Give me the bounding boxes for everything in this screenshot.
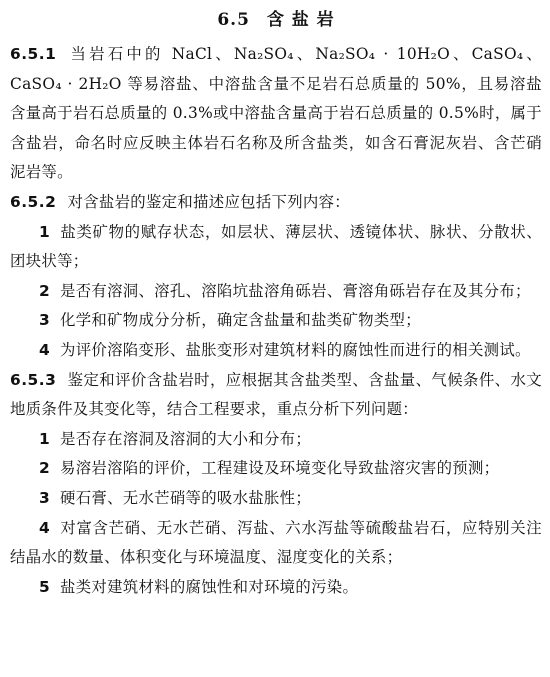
list-item-text: 化学和矿物成分分析，确定含盐量和盐类矿物类型； xyxy=(60,311,421,330)
list-item-text: 是否有溶洞、溶孔、溶陷坑盐溶角砾岩、膏溶角砾岩存在及其分布； xyxy=(60,281,531,300)
list-item xyxy=(10,514,542,573)
list-item-number: 3 xyxy=(39,488,51,507)
clause-text: 对含盐岩的鉴定和描述应包括下列内容： xyxy=(67,192,350,211)
clause-number: 6.5.2 xyxy=(10,192,57,211)
list-item-number: 4 xyxy=(39,340,51,359)
list-item-number: 2 xyxy=(39,459,51,478)
list-item-number: 4 xyxy=(39,518,51,537)
list-item-number: 3 xyxy=(39,311,51,330)
section-heading: 含 盐 岩 xyxy=(266,10,335,30)
list-item-text: 是否存在溶洞及溶洞的大小和分布； xyxy=(60,429,312,448)
clause-text: 鉴定和评价含盐岩时，应根据其含盐类型、含盐量、气候条件、水文地质条件及其变化等，结合工程要求，重点分析下列问题： xyxy=(10,370,542,419)
clause-6-5-2 xyxy=(10,188,542,218)
list-item-text: 硬石膏、无水芒硝等的吸水盐胀性； xyxy=(60,488,312,507)
section-number: 6.5 xyxy=(217,10,250,30)
list-item xyxy=(10,218,542,277)
clause-6-5-1 xyxy=(10,40,542,188)
list-item-number: 5 xyxy=(39,577,51,596)
clause-6-5-3 xyxy=(10,366,542,425)
list-item-number: 1 xyxy=(39,222,51,241)
list-item xyxy=(10,484,542,514)
list-item-number: 1 xyxy=(39,429,51,448)
clause-text: 当岩石中的 NaCl、Na₂SO₄、Na₂SO₄ · 10H₂O、CaSO₄、CaSO₄ · 2H₂O 等易溶盐、中溶盐含量不足岩石总质量的 50%，且易溶盐含量高于岩石总质量的 0.3%或中溶盐含量高于岩石总质量的 0.5%时，属于含盐岩，命名时应反映主体岩石名称及所含盐类，如含石膏泥灰岩、含芒硝泥岩等。 xyxy=(10,45,542,182)
list-item-number: 2 xyxy=(39,281,51,300)
list-item xyxy=(10,454,542,484)
list-item xyxy=(10,277,542,307)
list-item-text: 盐类矿物的赋存状态，如层状、薄层状、透镜体状、脉状、分散状、团块状等； xyxy=(10,222,542,271)
list-item xyxy=(10,306,542,336)
list-item xyxy=(10,573,542,603)
clause-number: 6.5.3 xyxy=(10,370,57,389)
list-item xyxy=(10,336,542,366)
list-item-text: 盐类对建筑材料的腐蚀性和对环境的污染。 xyxy=(60,577,359,596)
list-item-text: 易溶岩溶陷的评价，工程建设及环境变化导致盐溶灾害的预测； xyxy=(60,459,500,478)
clause-number: 6.5.1 xyxy=(10,45,57,63)
list-item-text: 对富含芒硝、无水芒硝、泻盐、六水泻盐等硫酸盐岩石，应特别关注结晶水的数量、体积变化与环境温度、湿度变化的关系； xyxy=(10,518,542,567)
section-title xyxy=(10,8,542,32)
list-item xyxy=(10,425,542,455)
list-item-text: 为评价溶陷变形、盐胀变形对建筑材料的腐蚀性而进行的相关测试。 xyxy=(60,340,531,359)
